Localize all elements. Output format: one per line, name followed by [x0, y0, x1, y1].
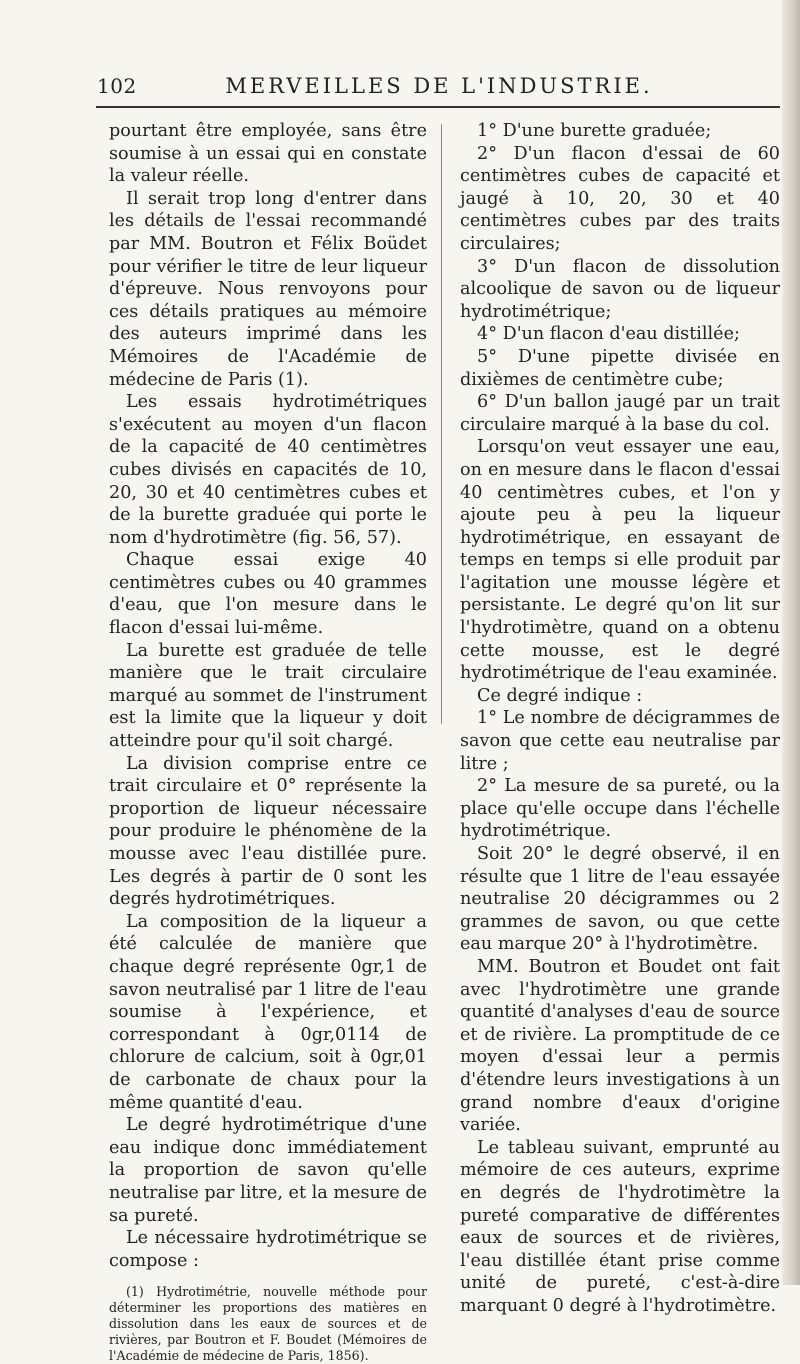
paragraph: La burette est graduée de telle manière que le trait circulaire marqué au sommet de l'instrument est la limite que la liqueur y doit atteindre pour qu'il soit chargé.	[109, 640, 427, 752]
page-number: 102	[97, 74, 137, 98]
paragraph: 5° D'une pipette divisée en dixièmes de centimètre cube;	[460, 346, 780, 390]
paragraph: 6° D'un ballon jaugé par un trait circulaire marqué à la base du col.	[460, 392, 780, 435]
paragraph: Il serait trop long d'entrer dans les détails de l'essai recommandé par MM. Boutron et Félix Boüdet pour vérifier le titre de leur liqueur d'épreuve. Nous renvoyons pour ces détails pratiques au mémoire des auteurs imprimé dans les Mémoires de l'Académie de médecine de Paris (1).	[109, 188, 427, 390]
paragraph: 2° D'un flacon d'essai de 60 centimètres cubes de capacité et jaugé à 10, 20, 30 et 40 centimètres cubes par des traits circulaires;	[460, 143, 780, 254]
paragraph: pourtant être employée, sans être soumise à un essai qui en constate la valeur réelle.	[109, 121, 427, 187]
paragraph: Le tableau suivant, emprunté au mémoire de ces auteurs, exprime en degrés de l'hydrotimètre la pureté comparative de différentes eaux de sources et de rivières, l'eau distillée étant prise comme unité de pureté, c'est-à-dire marquant 0 degré à l'hydrotimètre.	[460, 1137, 780, 1316]
paragraph: Les essais hydrotimétriques s'exécutent au moyen d'un flacon de la capacité de 40 centimètres cubes divisés en capacités de 10, 20, 30 et 40 centimètres cubes et de la burette graduée qui porte le nom d'hydrotimètre (fig. 56, 57).	[109, 392, 427, 548]
left-column	[109, 120, 427, 1364]
paragraph: La composition de la liqueur a été calculée de manière que chaque degré représente 0gr,1 de savon neutralisé par 1 litre de l'eau soumise à l'expérience, et correspondant à 0gr,0114 de chlorure de calcium, soit à 0gr,01 de carbonate de chaux pour la même quantité d'eau.	[109, 911, 427, 1113]
paragraph: 4° D'un flacon d'eau distillée;	[477, 324, 740, 345]
paragraph: 2° La mesure de sa pureté, ou la place qu'elle occupe dans l'échelle hydrotimétrique.	[460, 776, 780, 842]
paragraph: Le nécessaire hydrotimétrique se compose :	[109, 1228, 427, 1271]
running-title: MERVEILLES DE L'INDUSTRIE.	[225, 74, 653, 98]
page-header	[97, 74, 781, 104]
footnote: (1) Hydrotimétrie, nouvelle méthode pour déterminer les proportions des matières en dissolution dans les eaux de sources et de rivières, par Boutron et F. Boudet (Mémoires de l'Académie de médecine de Paris, 1856).	[109, 1284, 427, 1364]
paragraph: Chaque essai exige 40 centimètres cubes ou 40 grammes d'eau, que l'on mesure dans le flacon d'essai lui-même.	[109, 550, 427, 639]
paragraph: La division comprise entre ce trait circulaire et 0° représente la proportion de liqueur nécessaire pour produire le phénomène de la mousse avec l'eau distillée pure. Les degrés à partir de 0 sont les degrés hydrotimétriques.	[109, 753, 427, 910]
header-rule	[96, 106, 780, 108]
paragraph: MM. Boutron et Boudet ont fait avec l'hydrotimètre une grande quantité d'analyses d'eau de source et de rivière. La promptitude de ce moyen d'essai leur a permis d'étendre leurs investigations à un grand nombre d'eaux d'origine variée.	[460, 956, 780, 1136]
paragraph: Le degré hydrotimétrique d'une eau indique donc immédiatement la proportion de savon qu'elle neutralise par litre, et la mesure de sa pureté.	[109, 1115, 427, 1226]
paragraph: Lorsqu'on veut essayer une eau, on en mesure dans le flacon d'essai 40 centimètres cubes, et l'on y ajoute peu à peu la liqueur hydrotimétrique, en essayant de temps en temps si elle produit par l'agitation une mousse légère et persistante. Le degré qu'on lit sur l'hydrotimètre, quand on a obtenu cette mousse, est le degré hydrotimétrique de l'eau examinée.	[460, 437, 780, 684]
page-edge	[782, 0, 800, 1285]
right-column	[460, 120, 780, 1317]
paragraph: 3° D'un flacon de dissolution alcoolique de savon ou de liqueur hydrotimétrique;	[460, 256, 780, 322]
paragraph: Soit 20° le degré observé, il en résulte que 1 litre de l'eau essayée neutralise 20 décigrammes ou 2 grammes de savon, ou que cette eau marque 20° à l'hydrotimètre.	[460, 844, 780, 955]
paragraph: 1° D'une burette graduée;	[477, 121, 712, 141]
column-divider	[441, 124, 442, 724]
paragraph: 1° Le nombre de décigrammes de savon que cette eau neutralise par litre ;	[460, 708, 780, 774]
paragraph: Ce degré indique :	[477, 685, 643, 706]
